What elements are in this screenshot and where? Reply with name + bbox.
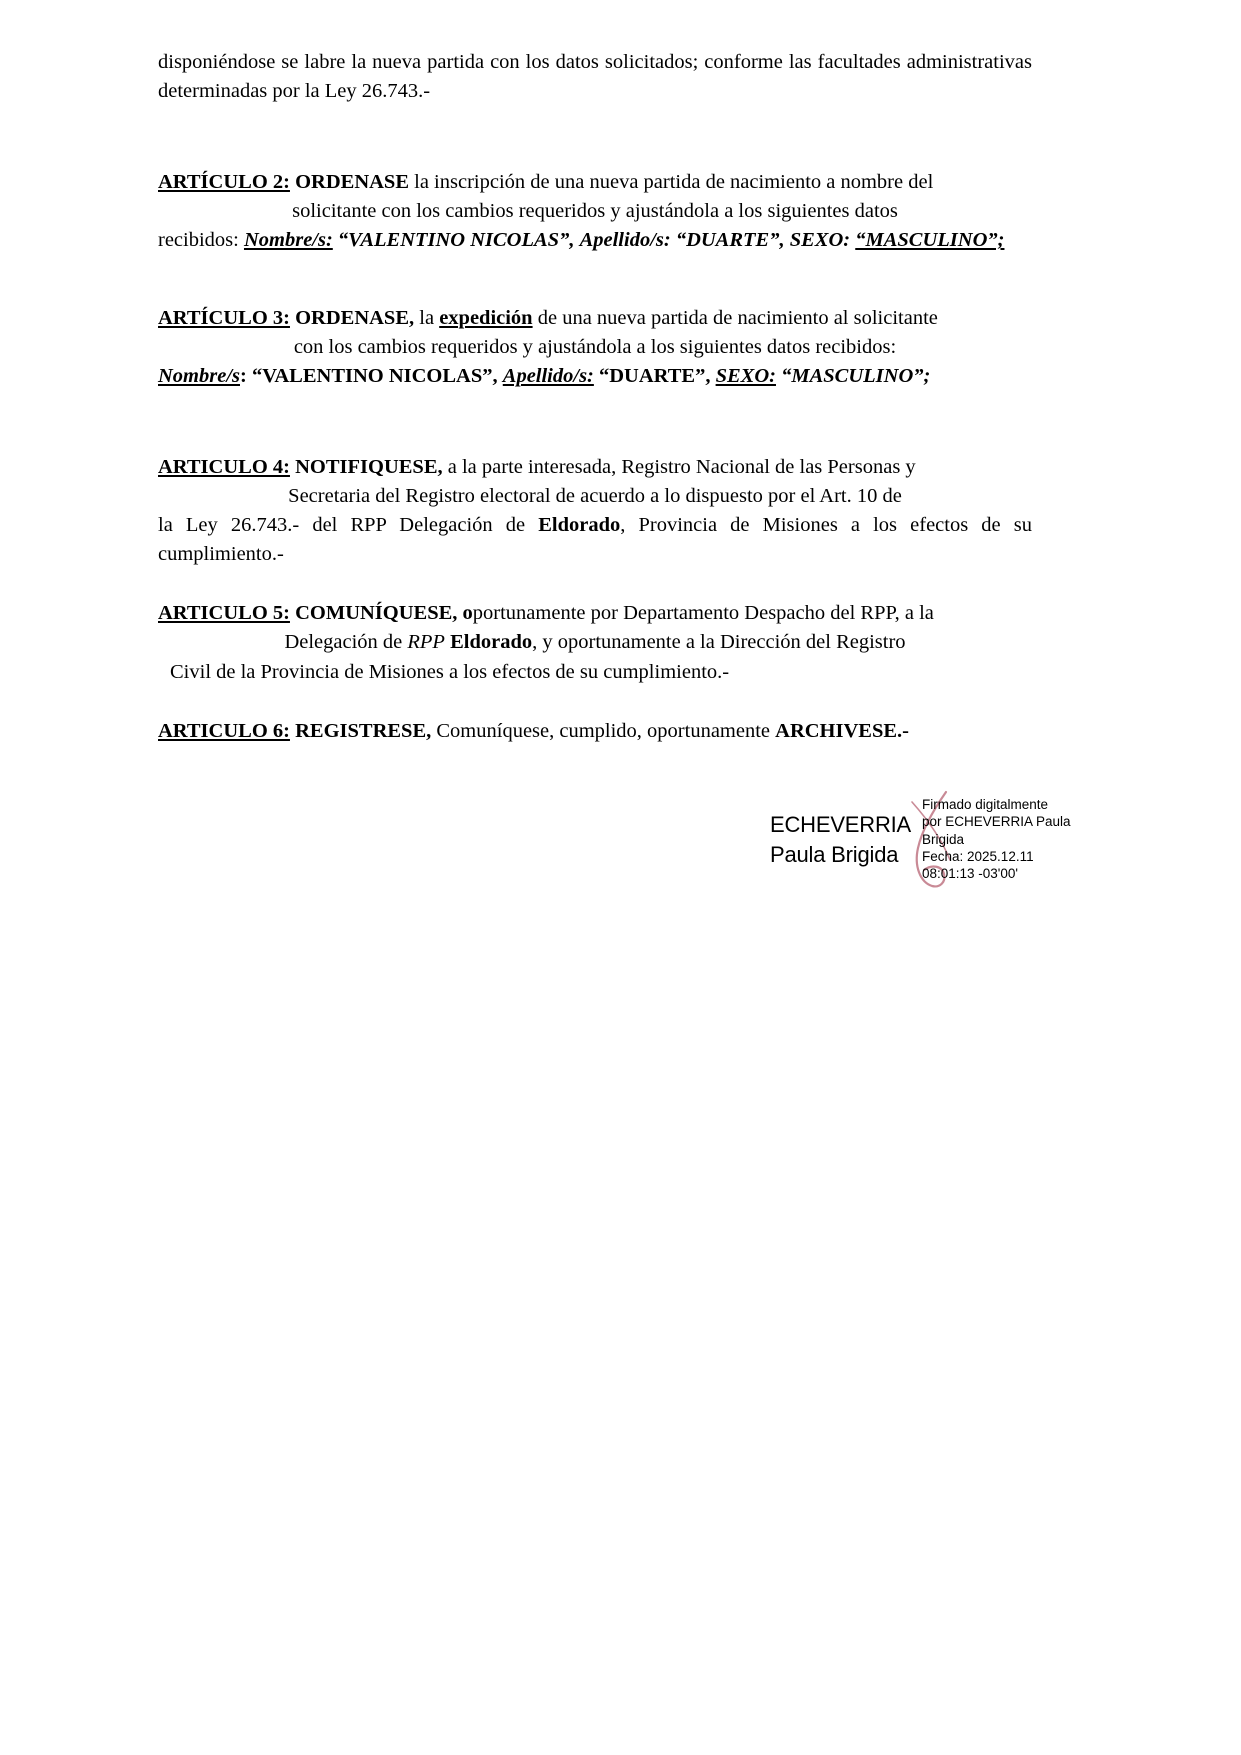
paragraph-articulo-4	[158, 453, 1032, 569]
articulo-4-line-3-a: la Ley 26.743.- del RPP Delegación de	[158, 514, 539, 537]
spacer	[158, 687, 1032, 717]
articulo-2-heading: ARTÍCULO 2:	[158, 171, 290, 194]
articulo-3-apellido-label: Apellido/s:	[502, 364, 594, 387]
articulo-6-text: Comuníquese, cumplido, oportunamente	[431, 719, 776, 742]
articulo-3-verb: ORDENASE,	[295, 306, 415, 329]
articulo-2-sexo-label: SEXO:	[789, 229, 851, 252]
articulo-4-line-1: a la parte interesada, Registro Nacional de las Personas y	[442, 455, 916, 478]
articulo-6-heading: ARTICULO 6:	[158, 719, 290, 742]
intro-text: disponiéndose se labre la nueva partida con los datos solicitados; conforme las facultades administrativas determinadas por la Ley 26.743.-	[158, 51, 1032, 103]
signature-detail-line-1: Firmado digitalmente	[922, 797, 1049, 812]
articulo-3-apellido-value: “DUARTE”,	[599, 364, 716, 387]
articulo-4-eldorado: Eldorado	[538, 514, 621, 537]
articulo-5-heading: ARTICULO 5:	[158, 602, 290, 625]
signature-name	[770, 810, 930, 871]
articulo-2-line-1: la inscripción de una nueva partida de nacimiento a nombre del	[409, 171, 934, 194]
paragraph-intro	[158, 48, 1032, 106]
signature-detail-line-4: Fecha: 2025.12.11	[922, 848, 1034, 864]
articulo-4-verb: NOTIFIQUESE,	[295, 455, 443, 478]
document-body	[158, 48, 1032, 746]
articulo-3-heading: ARTÍCULO 3:	[158, 306, 290, 329]
articulo-4-line-2: Secretaria del Registro electoral de acuerdo a lo dispuesto por el Art. 10 de	[288, 484, 902, 507]
articulo-4-line-3-b: , Provincia de Misiones a los efectos de su cumplimiento.-	[158, 514, 1032, 566]
articulo-3-line-1: de una nueva partida de nacimiento al solicitante	[532, 306, 938, 329]
signature-detail-line-3: Brigida	[922, 831, 965, 847]
paragraph-articulo-5	[158, 599, 1032, 686]
articulo-2-apellido-value: “DUARTE”,	[675, 229, 785, 252]
articulo-3-nombre-label: Nombre/s	[158, 364, 240, 387]
articulo-2-apellido-label: Apellido/s:	[579, 229, 671, 252]
articulo-3-line-2: con los cambios requeridos y ajustándola a los siguientes datos recibidos:	[293, 335, 897, 358]
articulo-5-line-3: Civil de la Provincia de Misiones a los efectos de su cumplimiento.-	[170, 660, 730, 683]
signature-details	[922, 796, 1074, 882]
articulo-5-verb: COMUNÍQUESE, o	[295, 602, 473, 625]
spacer	[158, 256, 1032, 304]
articulo-2-nombre-label: Nombre/s:	[243, 229, 333, 252]
spacer	[158, 391, 1032, 453]
articulo-6-dash: -	[902, 719, 909, 742]
articulo-2-verb: ORDENASE	[295, 171, 410, 194]
articulo-5-line-1: portunamente por Departamento Despacho del RPP, a la	[472, 602, 934, 625]
paragraph-articulo-3	[158, 304, 1032, 391]
signature-name-line-2: Paula Brigida	[770, 842, 899, 868]
articulo-3-sexo-label: SEXO:	[715, 364, 776, 387]
articulo-3-text-a: la	[414, 306, 440, 329]
articulo-6-verb: REGISTRESE,	[295, 719, 432, 742]
paragraph-articulo-6	[158, 717, 1032, 746]
articulo-5-eldorado: Eldorado	[450, 631, 533, 654]
articulo-5-line-2-a: Delegación de	[284, 631, 408, 654]
digital-signature-block	[762, 790, 1082, 900]
articulo-4-heading: ARTICULO 4:	[158, 455, 290, 478]
spacer	[158, 106, 1032, 168]
signature-detail-line-5: 08:01:13 -03'00'	[922, 866, 1018, 882]
signature-name-line-1: ECHEVERRIA	[770, 812, 912, 837]
articulo-5-line-2-b: , y oportunamente a la Dirección del Registro	[532, 631, 906, 654]
articulo-2-nombre-value: “VALENTINO NICOLAS”,	[337, 229, 575, 252]
articulo-2-sexo-value: “MASCULINO”;	[855, 229, 1005, 252]
articulo-2-line-3-lead: recibidos:	[158, 229, 239, 252]
articulo-6-archivese: ARCHIVESE.	[775, 719, 903, 742]
articulo-5-line-2	[158, 628, 1032, 657]
articulo-3-expedicion: expedición	[439, 306, 533, 329]
signature-detail-line-2: por ECHEVERRIA Paula	[922, 814, 1071, 830]
paragraph-articulo-2	[158, 168, 1032, 255]
articulo-5-rpp: RPP	[407, 631, 445, 654]
articulo-3-nombre-value: : “VALENTINO NICOLAS”,	[240, 364, 498, 387]
articulo-3-sexo-value: “MASCULINO”;	[781, 364, 931, 387]
spacer	[158, 569, 1032, 599]
articulo-2-line-2: solicitante con los cambios requeridos y ajustándola a los siguientes datos	[292, 200, 898, 223]
